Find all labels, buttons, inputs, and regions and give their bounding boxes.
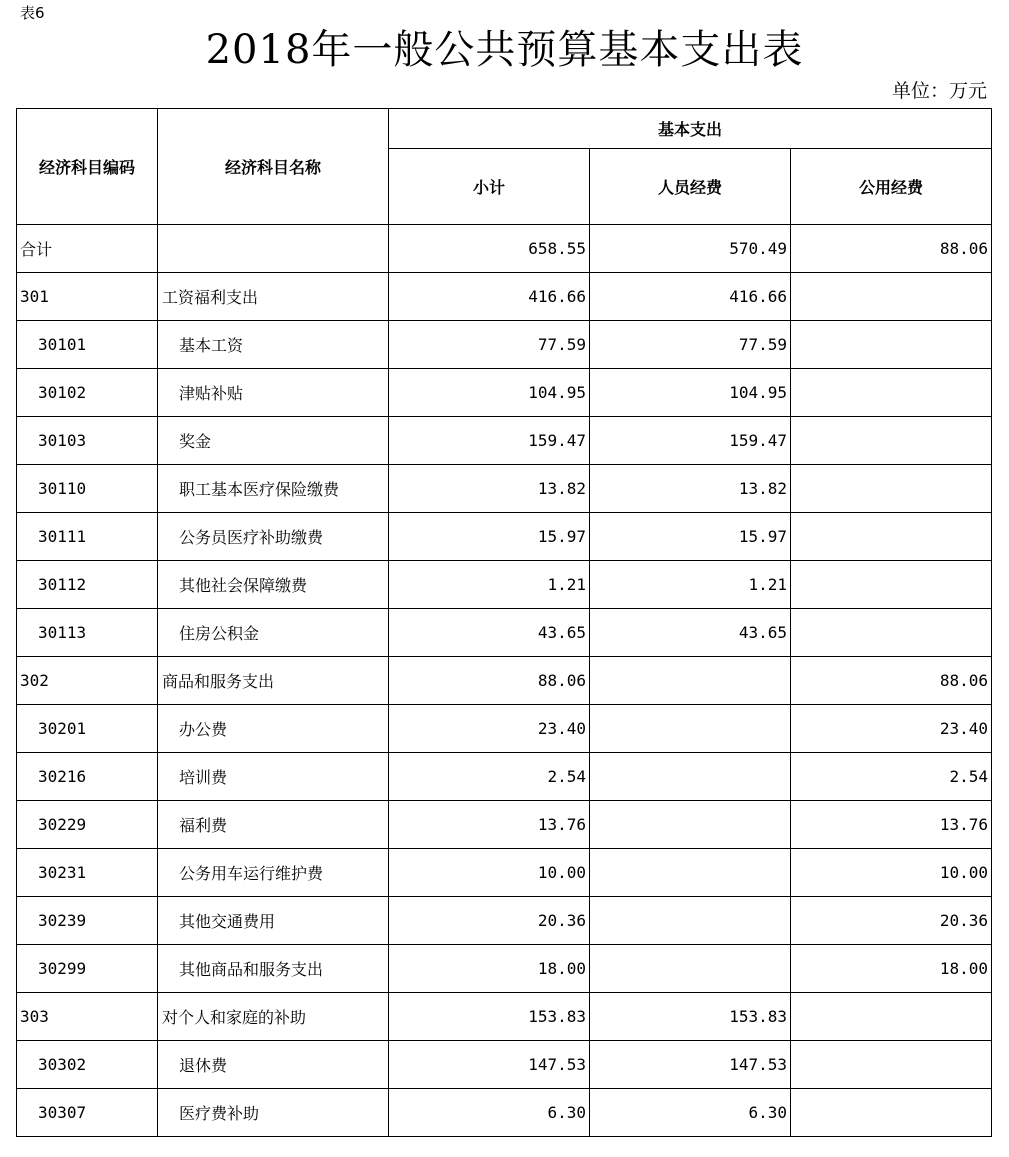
cell-personnel: 13.82: [590, 465, 791, 513]
cell-code: 30231: [17, 849, 158, 897]
cell-name: 津贴补贴: [158, 369, 389, 417]
table-row: [17, 705, 992, 753]
table-row: [17, 945, 992, 993]
table-header: [17, 109, 992, 225]
cell-public: [791, 465, 992, 513]
table-row: [17, 369, 992, 417]
cell-name: 医疗费补助: [158, 1089, 389, 1137]
cell-personnel: [590, 657, 791, 705]
cell-personnel: 570.49: [590, 225, 791, 273]
cell-personnel: [590, 705, 791, 753]
cell-name: 培训费: [158, 753, 389, 801]
cell-code: 30102: [17, 369, 158, 417]
cell-subtotal: 10.00: [389, 849, 590, 897]
cell-name: 公务员医疗补助缴费: [158, 513, 389, 561]
table-row: [17, 897, 992, 945]
cell-personnel: 77.59: [590, 321, 791, 369]
cell-code: 302: [17, 657, 158, 705]
cell-name: 其他社会保障缴费: [158, 561, 389, 609]
cell-personnel: [590, 753, 791, 801]
cell-name: 办公费: [158, 705, 389, 753]
table-row: [17, 849, 992, 897]
table-row: [17, 561, 992, 609]
table-row: [17, 993, 992, 1041]
cell-name: 公务用车运行维护费: [158, 849, 389, 897]
header-subtotal: 小计: [389, 149, 590, 225]
cell-public: [791, 561, 992, 609]
cell-code: 合计: [17, 225, 158, 273]
cell-public: [791, 321, 992, 369]
cell-subtotal: 416.66: [389, 273, 590, 321]
cell-subtotal: 159.47: [389, 417, 590, 465]
cell-name: 职工基本医疗保险缴费: [158, 465, 389, 513]
cell-code: 30101: [17, 321, 158, 369]
cell-personnel: [590, 849, 791, 897]
cell-subtotal: 43.65: [389, 609, 590, 657]
cell-code: 301: [17, 273, 158, 321]
cell-public: [791, 417, 992, 465]
cell-code: 303: [17, 993, 158, 1041]
cell-subtotal: 18.00: [389, 945, 590, 993]
header-personnel: 人员经费: [590, 149, 791, 225]
cell-subtotal: 1.21: [389, 561, 590, 609]
cell-subtotal: 104.95: [389, 369, 590, 417]
expenditure-table: [16, 108, 992, 1137]
header-public: 公用经费: [791, 149, 992, 225]
header-basic-expenditure: 基本支出: [389, 109, 992, 149]
cell-subtotal: 77.59: [389, 321, 590, 369]
cell-subtotal: 20.36: [389, 897, 590, 945]
cell-subtotal: 658.55: [389, 225, 590, 273]
cell-code: 30239: [17, 897, 158, 945]
cell-name: 基本工资: [158, 321, 389, 369]
cell-public: [791, 609, 992, 657]
page-title: 2018年一般公共预算基本支出表: [205, 27, 804, 73]
cell-personnel: 416.66: [590, 273, 791, 321]
cell-public: 10.00: [791, 849, 992, 897]
cell-subtotal: 88.06: [389, 657, 590, 705]
cell-name: 奖金: [158, 417, 389, 465]
cell-subtotal: 6.30: [389, 1089, 590, 1137]
table-row: [17, 273, 992, 321]
cell-subtotal: 13.82: [389, 465, 590, 513]
table-number: 表6: [20, 4, 45, 22]
cell-code: 30216: [17, 753, 158, 801]
cell-public: 13.76: [791, 801, 992, 849]
cell-name: 商品和服务支出: [158, 657, 389, 705]
cell-code: 30111: [17, 513, 158, 561]
cell-code: 30229: [17, 801, 158, 849]
header-code: 经济科目编码: [17, 109, 158, 225]
table-row: [17, 321, 992, 369]
cell-code: 30113: [17, 609, 158, 657]
cell-public: 88.06: [791, 657, 992, 705]
cell-subtotal: 13.76: [389, 801, 590, 849]
cell-public: 88.06: [791, 225, 992, 273]
table-row: [17, 657, 992, 705]
cell-public: 2.54: [791, 753, 992, 801]
cell-name: [158, 225, 389, 273]
table-row: [17, 801, 992, 849]
cell-code: 30299: [17, 945, 158, 993]
cell-personnel: 15.97: [590, 513, 791, 561]
cell-name: 退休费: [158, 1041, 389, 1089]
cell-name: 对个人和家庭的补助: [158, 993, 389, 1041]
cell-public: [791, 993, 992, 1041]
table-row: [17, 465, 992, 513]
cell-public: 23.40: [791, 705, 992, 753]
cell-personnel: 159.47: [590, 417, 791, 465]
cell-name: 其他交通费用: [158, 897, 389, 945]
cell-name: 其他商品和服务支出: [158, 945, 389, 993]
cell-subtotal: 147.53: [389, 1041, 590, 1089]
cell-public: [791, 1089, 992, 1137]
cell-personnel: [590, 897, 791, 945]
cell-code: 30201: [17, 705, 158, 753]
table-row: [17, 417, 992, 465]
cell-name: 福利费: [158, 801, 389, 849]
cell-personnel: [590, 801, 791, 849]
cell-personnel: 43.65: [590, 609, 791, 657]
cell-personnel: 147.53: [590, 1041, 791, 1089]
cell-personnel: 6.30: [590, 1089, 791, 1137]
cell-code: 30103: [17, 417, 158, 465]
cell-personnel: 104.95: [590, 369, 791, 417]
cell-public: 20.36: [791, 897, 992, 945]
cell-subtotal: 15.97: [389, 513, 590, 561]
cell-public: [791, 513, 992, 561]
table-row: [17, 513, 992, 561]
cell-public: [791, 1041, 992, 1089]
cell-code: 30112: [17, 561, 158, 609]
table-row: [17, 753, 992, 801]
cell-public: [791, 273, 992, 321]
cell-subtotal: 2.54: [389, 753, 590, 801]
cell-code: 30302: [17, 1041, 158, 1089]
table-row: [17, 1089, 992, 1137]
cell-public: [791, 369, 992, 417]
cell-subtotal: 153.83: [389, 993, 590, 1041]
cell-personnel: [590, 945, 791, 993]
cell-personnel: 1.21: [590, 561, 791, 609]
cell-subtotal: 23.40: [389, 705, 590, 753]
header-name: 经济科目名称: [158, 109, 389, 225]
cell-code: 30110: [17, 465, 158, 513]
cell-public: 18.00: [791, 945, 992, 993]
cell-personnel: 153.83: [590, 993, 791, 1041]
table-body: [17, 225, 992, 1137]
cell-name: 住房公积金: [158, 609, 389, 657]
unit-label: 单位：万元: [891, 80, 987, 102]
table-row: [17, 225, 992, 273]
cell-code: 30307: [17, 1089, 158, 1137]
cell-name: 工资福利支出: [158, 273, 389, 321]
table-row: [17, 609, 992, 657]
table-row: [17, 1041, 992, 1089]
